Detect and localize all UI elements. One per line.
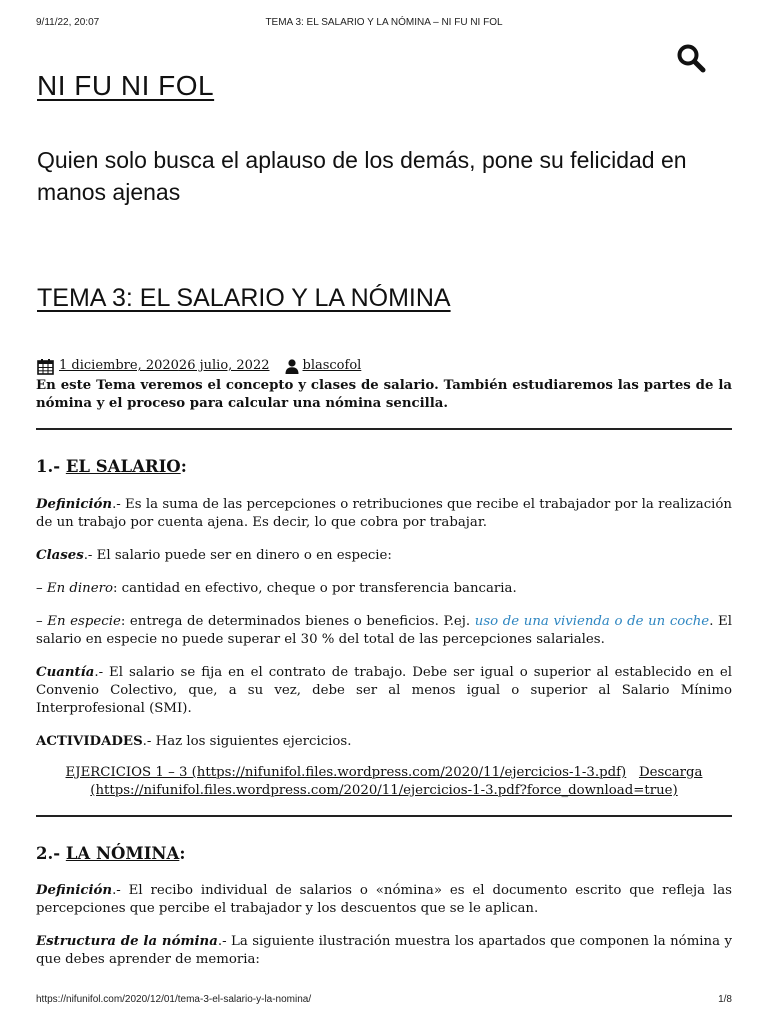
descarga-link[interactable]: Descarga (https://nifunifol.files.wordpress.com/2020/11/ejercicios-1-3.pdf?force_download=true): [90, 765, 703, 798]
search-icon[interactable]: [676, 43, 706, 73]
section-heading-salario: [36, 456, 732, 478]
paragraph-cuantia: [36, 664, 732, 718]
text: .- El salario se fija en el contrato de trabajo. Debe ser igual o superior al establecido en el Convenio Colectivo, que, a su vez, debe ser al menos igual o superior al Salario Mínimo Interprofesional (SMI).: [36, 665, 732, 716]
print-timestamp: 9/11/22, 20:07: [36, 17, 100, 28]
label: Cuantía: [36, 665, 95, 680]
paragraph-en-especie: [36, 613, 732, 649]
print-header: [36, 17, 732, 31]
print-footer: [36, 994, 732, 1008]
section-number: 2.-: [36, 844, 61, 863]
label: En dinero: [46, 581, 113, 596]
paragraph-en-dinero: [36, 580, 732, 598]
label: ACTIVIDADES: [36, 734, 143, 749]
section-heading-nomina: [36, 843, 732, 865]
section-number: 1.-: [36, 457, 61, 476]
post-intro: En este Tema veremos el concepto y clases de salario. También estudiaremos las partes de la nómina y el proceso para calcular una nómina sencilla.: [36, 378, 732, 411]
ejercicios-link[interactable]: EJERCICIOS 1 – 3 (https://nifunifol.files.wordpress.com/2020/11/ejercicios-1-3.pdf): [65, 765, 627, 780]
section-colon: :: [180, 457, 187, 476]
post-date-link[interactable]: [59, 357, 270, 375]
text: : cantidad en efectivo, cheque o por transferencia bancaria.: [112, 581, 517, 596]
paragraph-nomina-definicion: [36, 882, 732, 918]
post-content: [36, 377, 732, 969]
label: Definición: [36, 883, 113, 898]
label: En especie: [47, 614, 121, 629]
text: : entrega de determinados bienes o beneficios. P.ej.: [120, 614, 475, 629]
text: .- El recibo individual de salarios o «nómina» es el documento escrito que refleja las percepciones que percibe el trabajador y los descuentos que se le aplican.: [36, 883, 732, 916]
text: .- La siguiente ilustración muestra los apartados que componen la nómina y que debes aprender de memoria:: [36, 934, 732, 967]
exercise-links: [36, 764, 732, 800]
dash: –: [36, 614, 48, 629]
calendar-icon: [37, 358, 54, 375]
divider: [36, 815, 732, 817]
print-page-title: TEMA 3: EL SALARIO Y LA NÓMINA – NI FU NI FOL: [265, 17, 503, 28]
post-date-updated: 26 julio, 2022: [178, 358, 270, 373]
site-description: Quien solo busca el aplauso de los demás, pone su felicidad en manos ajenas: [37, 147, 687, 205]
text: .- El salario puede ser en dinero o en especie:: [83, 548, 392, 563]
print-page-number: 1/8: [718, 994, 732, 1005]
paragraph-definicion: [36, 496, 732, 532]
post-meta: [37, 357, 361, 375]
section-title: LA NÓMINA: [65, 844, 180, 863]
paragraph-clases: [36, 547, 732, 565]
post-title[interactable]: TEMA 3: EL SALARIO Y LA NÓMINA: [37, 284, 451, 312]
user-icon: [285, 359, 299, 374]
paragraph-actividades: [36, 733, 732, 751]
paragraph-estructura: [36, 933, 732, 969]
label: Definición: [36, 497, 113, 512]
text: .- Es la suma de las percepciones o retribuciones que recibe el trabajador por la realización de un trabajo por cuenta ajena. Es decir, lo que cobra por trabajar.: [36, 497, 732, 530]
label: Clases: [36, 548, 84, 563]
site-title[interactable]: NI FU NI FOL: [37, 70, 215, 101]
especie-example-link[interactable]: uso de una vivienda o de un coche: [474, 614, 710, 629]
dash: –: [36, 581, 47, 596]
post-author-link[interactable]: blascofol: [302, 358, 362, 373]
divider: [36, 428, 732, 430]
section-colon: :: [179, 844, 186, 863]
print-url: https://nifunifol.com/2020/12/01/tema-3-el-salario-y-la-nomina/: [36, 994, 312, 1005]
post-date-published: 1 diciembre, 2020: [59, 358, 179, 373]
section-title: EL SALARIO: [65, 457, 181, 476]
text: .- Haz los siguientes ejercicios.: [142, 734, 352, 749]
text: . El salario en especie no puede superar el 30 % del total de las percepciones salariales.: [36, 614, 732, 647]
label: Estructura de la nómina: [36, 934, 218, 949]
